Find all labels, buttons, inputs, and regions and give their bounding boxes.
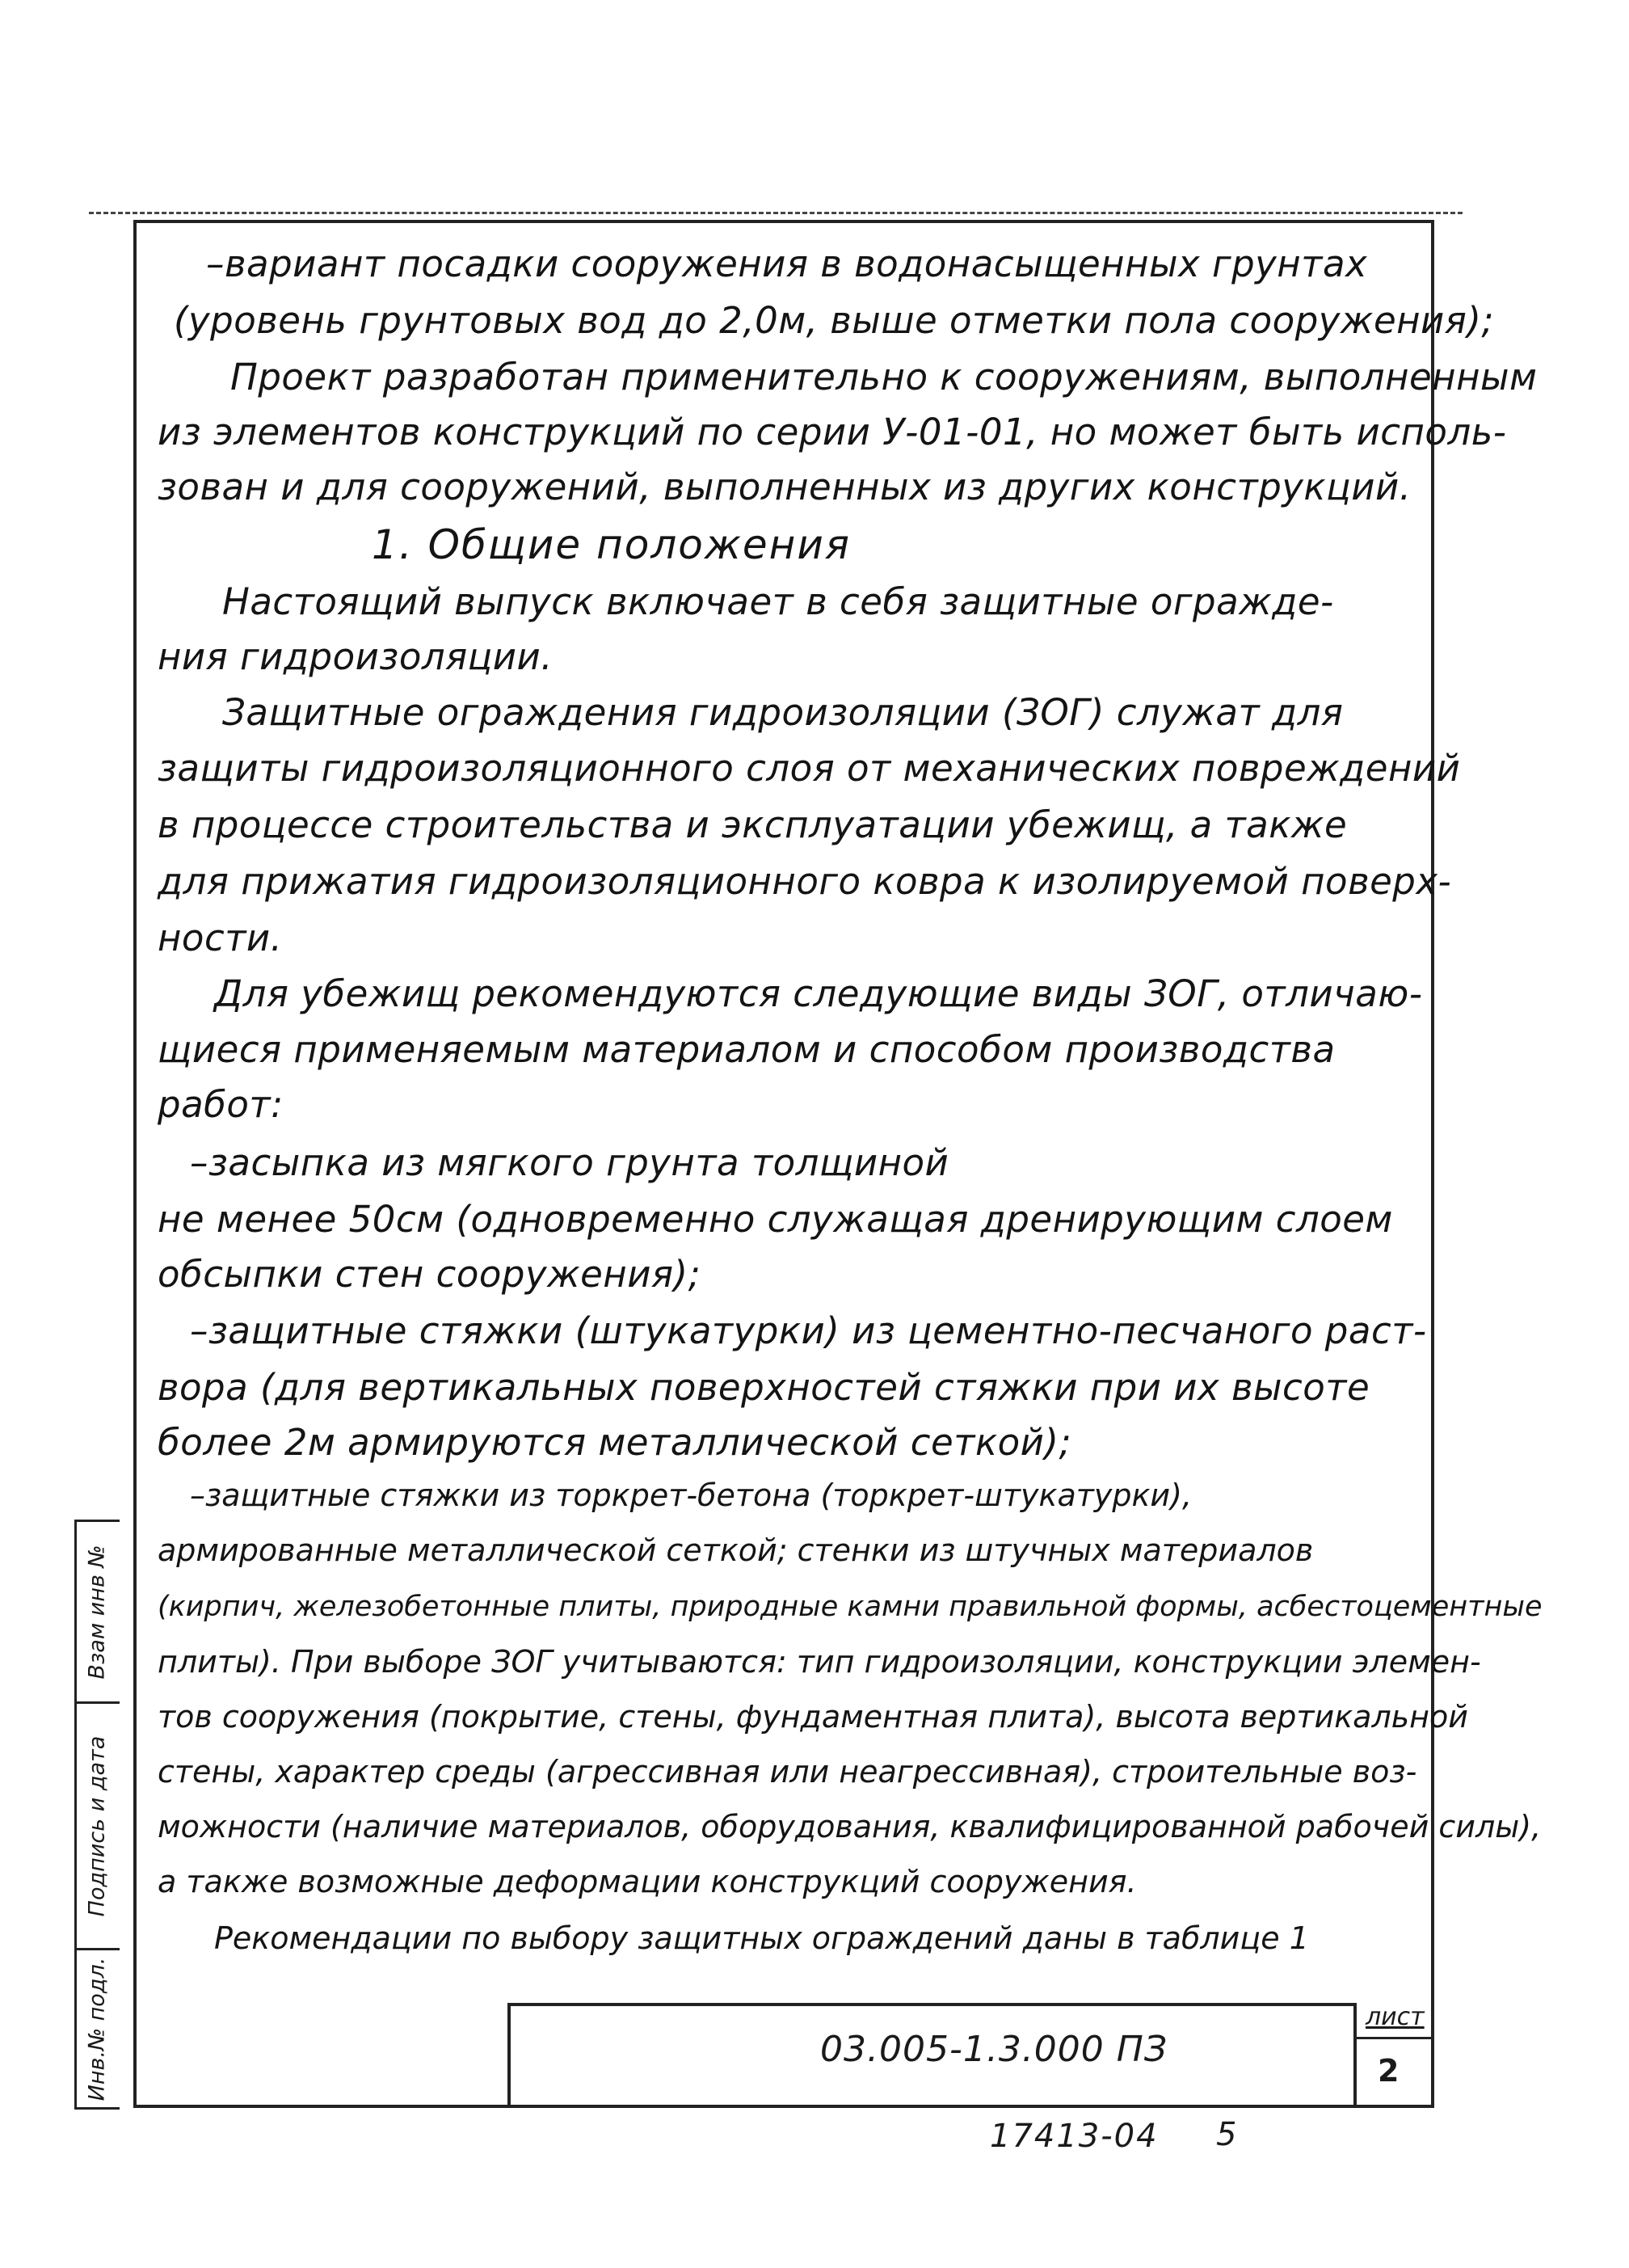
text-line-26: плиты). При выборе ЗОГ учитываются: тип гидроизоляции, конструкции элемен- — [158, 1644, 1481, 1680]
text-line-30: а также возможные деформации конструкций сооружения. — [158, 1864, 1137, 1899]
text-line-25: (кирпич, железобетонные плиты, природные камни правильной формы, асбестоцементные — [158, 1591, 1543, 1623]
sheet-cell-divider — [1357, 2037, 1431, 2039]
text-line-27: тов сооружения (покрытие, стены, фундаментная плита), высота вертикальной — [158, 1699, 1468, 1735]
text-line-17: –засыпка из мягкого грунта толщиной — [190, 1141, 949, 1184]
text-line-29: можности (наличие материалов, оборудования, квалифицированной рабочей силы), — [158, 1809, 1542, 1844]
text-line-5: зован и для сооружений, выполненных из других конструкций. — [158, 466, 1412, 508]
text-line-24: армированные металлической сеткой; стенки из штучных материалов — [158, 1532, 1314, 1568]
sheet-number: 2 — [1378, 2053, 1400, 2089]
text-line-31: Рекомендации по выбору защитных ограждений даны в таблице 1 — [214, 1920, 1309, 1956]
text-line-20: –защитные стяжки (штукатурки) из цементно-песчаного раст- — [190, 1309, 1427, 1352]
text-line-19: обсыпки стен сооружения); — [158, 1253, 701, 1296]
text-line-16: работ: — [158, 1083, 284, 1126]
document-code: 03.005-1.3.000 ПЗ — [820, 2029, 1168, 2070]
text-line-2: (уровень грунтовых вод до 2,0м, выше отметки пола сооружения); — [174, 299, 1495, 342]
margin-label-signature-date: Подпись и дата — [84, 1735, 110, 1916]
text-line-14: Для убежищ рекомендуются следующие виды ЗОГ, отличаю- — [214, 972, 1423, 1015]
text-line-7: Настоящий выпуск включает в себя защитные огражде- — [222, 580, 1334, 623]
text-line-1: –вариант посадки сооружения в водонасыщенных грунтах — [206, 242, 1368, 285]
margin-label-replacement-inv: Взам инв № — [84, 1544, 110, 1680]
text-line-4: из элементов конструкций по серии У-01-01, но может быть исполь- — [158, 411, 1507, 453]
archive-number: 17413-04 — [990, 2118, 1159, 2155]
text-line-11: в процессе строительства и эксплуатации убежищ, а также — [158, 803, 1348, 846]
page-number: 5 — [1216, 2116, 1237, 2153]
text-line-10: защиты гидроизоляционного слоя от механических повреждений — [158, 747, 1461, 790]
text-line-13: ности. — [158, 917, 283, 959]
text-line-22: более 2м армируются металлической сеткой); — [158, 1421, 1072, 1464]
top-border-dashes — [89, 212, 1463, 214]
text-line-18: не менее 50см (одновременно служащая дренирующим слоем — [158, 1198, 1393, 1241]
text-line-21: вора (для вертикальных поверхностей стяжки при их высоте — [158, 1366, 1370, 1409]
margin-label-original-inv: Инв.№ подл. — [84, 1957, 110, 2101]
text-line-23: –защитные стяжки из торкрет-бетона (торкрет-штукатурки), — [190, 1478, 1193, 1513]
text-line-15: щиеся применяемым материалом и способом производства — [158, 1028, 1336, 1071]
section-heading: 1. Общие положения — [372, 521, 851, 568]
text-line-9: Защитные ограждения гидроизоляции (ЗОГ) служат для — [222, 691, 1344, 734]
text-line-3: Проект разработан применительно к сооружениям, выполненным — [230, 356, 1538, 398]
text-line-28: стены, характер среды (агрессивная или неагрессивная), строительные воз- — [158, 1754, 1417, 1790]
text-line-12: для прижатия гидроизоляционного ковра к изолируемой поверх- — [158, 860, 1452, 903]
sheet-label: лист — [1366, 2003, 1425, 2031]
text-line-8: ния гидроизоляции. — [158, 635, 554, 678]
